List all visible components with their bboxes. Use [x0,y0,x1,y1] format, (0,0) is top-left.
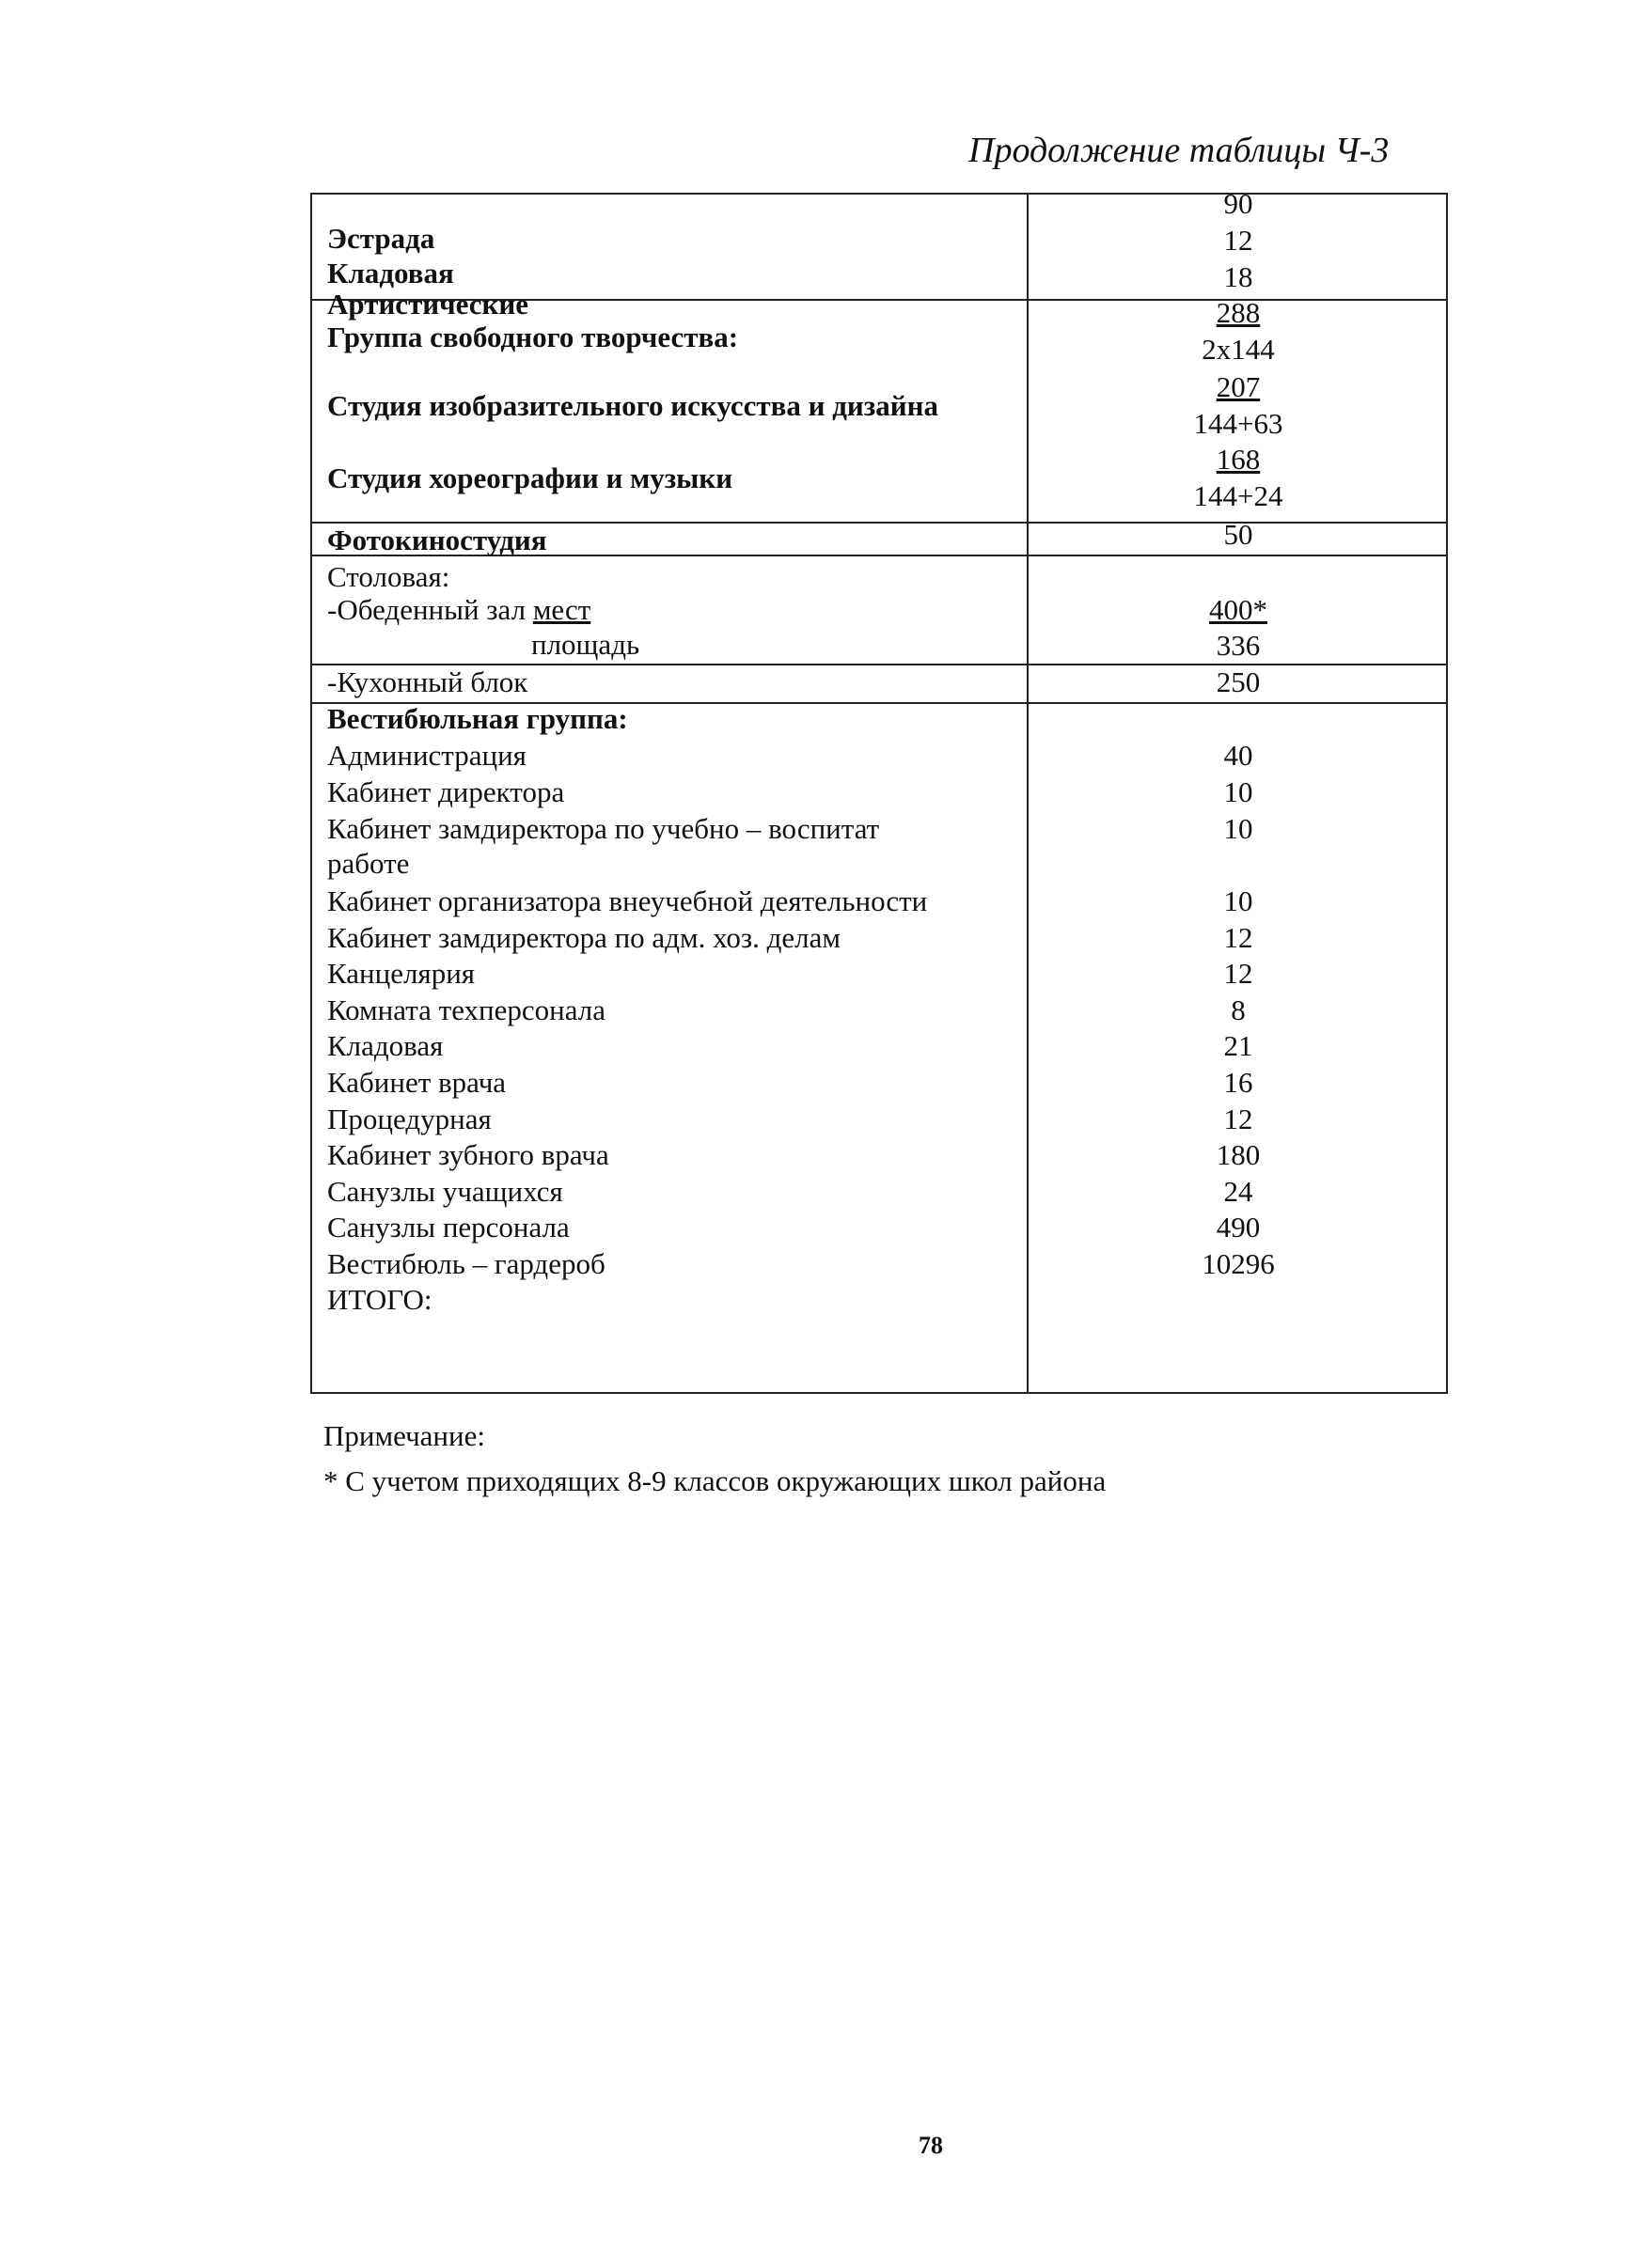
value-cell: 21 [1223,1029,1253,1062]
value-cell: 8 [1231,993,1246,1026]
label-cell: Кабинет замдиректора по учебно – воспитат [327,812,880,845]
value-cell: 250 [1216,665,1261,698]
label-cell: Эстрада [327,222,435,255]
label-cell: Процедурная [327,1103,492,1135]
value-cell: 336 [1216,629,1261,662]
label-cell: Студия хореографии и музыки [327,461,733,494]
label-underlined-text: мест [532,593,591,626]
value-cell: 10296 [1202,1247,1275,1280]
label-cell: Артистические [327,288,529,321]
label-cell: Фотокиностудия [327,524,547,556]
label-cell: Вестибюль – гардероб [327,1247,605,1280]
value-cell: 168 [1216,443,1261,476]
label-cell: Кабинет замдиректора по адм. хоз. делам [327,921,841,954]
label-cell: Кладовая [327,257,454,289]
label-cell: Комната техперсонала [327,993,605,1026]
value-cell: 24 [1223,1175,1253,1208]
value-cell: 12 [1223,957,1253,990]
value-cell: 12 [1223,224,1253,257]
note-text: * С учетом приходящих 8-9 классов окружающих школ района [323,1464,1107,1497]
value-cell: 144+63 [1193,407,1283,440]
label-cell: Столовая: [327,560,450,593]
label-cell: Кладовая [327,1029,444,1062]
label-cell: Кабинет врача [327,1066,507,1099]
note-title: Примечание: [323,1419,485,1452]
label-cell: Администрация [327,739,527,772]
label-cell: Санузлы персонала [327,1211,570,1243]
value-cell: 10 [1223,812,1253,845]
table-caption: Продолжение таблицы Ч-3 [968,131,1390,170]
value-cell: 490 [1216,1211,1261,1243]
value-cell: 40 [1223,739,1253,772]
value-cell: 400* [1209,593,1267,626]
label-cell: Кабинет организатора внеучебной деятельности [327,884,928,917]
label-cell: Канцелярия [327,957,476,990]
label-cell: Студия изобразительного искусства и дизайна [327,389,938,422]
label-cell: Вестибюльная группа: [327,702,628,735]
label-cell: Санузлы учащихся [327,1175,563,1208]
label-cell: Кабинет директора [327,775,565,808]
value-cell: 50 [1223,518,1253,551]
value-cell: 12 [1223,921,1253,954]
value-cell: 18 [1223,260,1253,293]
label-cell: Кабинет зубного врача [327,1138,609,1171]
value-cell: 2х144 [1202,333,1275,366]
value-cell: 10 [1223,884,1253,917]
value-cell: 16 [1223,1066,1253,1099]
value-cell: 207 [1216,370,1261,403]
label-cell [327,592,590,628]
value-cell: 10 [1223,775,1253,808]
label-cell: ИТОГО: [327,1283,432,1316]
label-text: -Обеденный зал [327,593,527,626]
label-cell: -Кухонный блок [327,665,528,698]
label-cell: площадь [531,628,640,661]
value-cell: 288 [1216,296,1261,329]
value-cell: 90 [1223,187,1253,220]
value-cell: 180 [1216,1138,1261,1171]
value-cell: 144+24 [1193,479,1283,512]
label-cell: работе [327,847,410,880]
label-cell: Группа свободного творчества: [327,321,739,353]
value-cell: 12 [1223,1103,1253,1135]
page-number: 78 [919,2132,943,2159]
